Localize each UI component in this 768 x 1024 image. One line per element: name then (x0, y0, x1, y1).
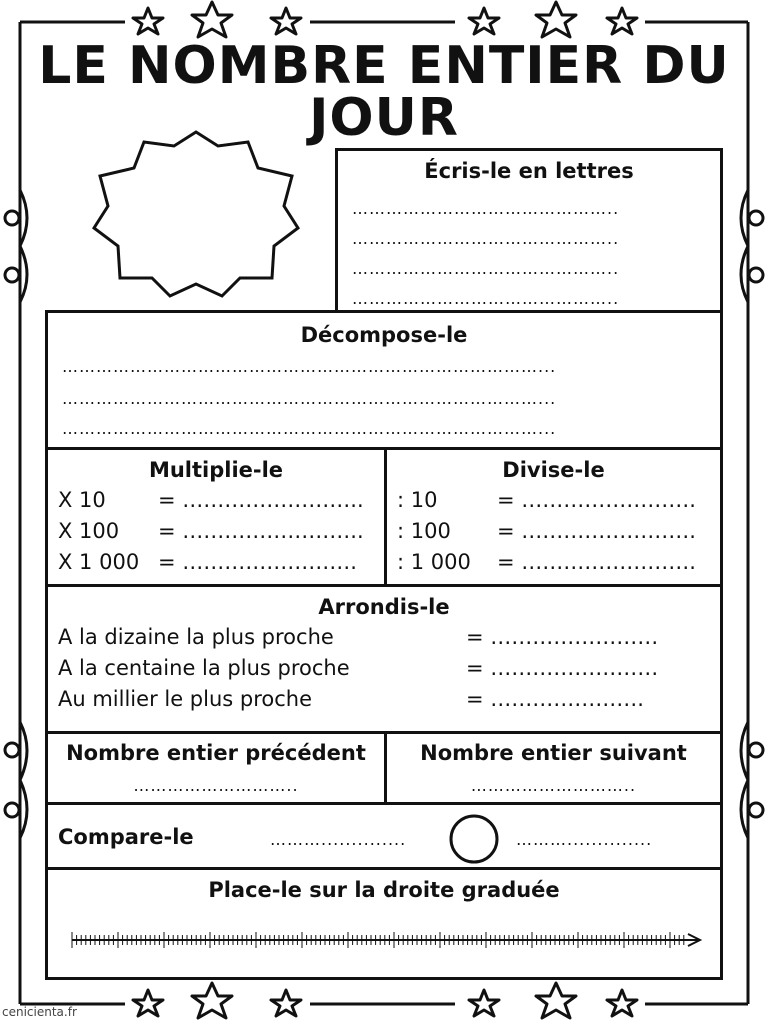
star-icon (133, 8, 163, 34)
round-label-tens: A la dizaine la plus proche (58, 625, 334, 649)
multiply-answer-100[interactable]: = …………………….. (158, 519, 364, 543)
star-icon (271, 8, 301, 34)
divide-op-10: : 10 (397, 488, 438, 512)
star-icon (469, 990, 499, 1016)
compare-heading: Compare-le (58, 825, 194, 849)
number-badge-starburst[interactable] (88, 128, 304, 300)
compare-sign-circle[interactable] (446, 811, 502, 867)
multiply-box (45, 447, 387, 587)
next-number-box (384, 731, 723, 805)
page-title: LE NOMBRE ENTIER DU JOUR (38, 36, 730, 148)
next-number-heading: Nombre entier suivant (420, 741, 687, 765)
star-icon (536, 983, 576, 1018)
previous-number-heading: Nombre entier précédent (66, 741, 366, 765)
write-in-words-heading: Écris-le en lettres (424, 159, 634, 183)
answer-line-3[interactable]: ……………………………………….. (352, 261, 620, 277)
multiply-answer-10[interactable]: = …………………….. (158, 488, 364, 512)
multiply-op-1000: X 1 000 (58, 550, 140, 574)
star-icon (192, 983, 232, 1018)
write-in-words-box (335, 148, 723, 313)
graduated-number-line[interactable] (68, 925, 708, 955)
decompose-line-3[interactable]: …………………………………………………………………………... (62, 421, 557, 437)
divide-heading: Divise-le (502, 458, 605, 482)
number-line-box (45, 867, 723, 980)
site-credit: cenicienta.fr (2, 1005, 77, 1019)
divide-answer-10[interactable]: = ……………………. (497, 488, 696, 512)
next-number-answer[interactable]: ……………………….. (470, 778, 637, 794)
star-icon (192, 2, 232, 37)
round-answer-tens[interactable]: = …………………… (466, 625, 659, 649)
divide-op-1000: : 1 000 (397, 550, 471, 574)
compare-left-answer[interactable]: ……….............. (270, 832, 407, 848)
star-icon (607, 990, 637, 1016)
answer-line-1[interactable]: ……………………………………….. (352, 201, 620, 217)
decompose-heading: Décompose-le (300, 323, 468, 347)
decompose-line-2[interactable]: …………………………………………………………………………... (62, 391, 557, 407)
round-label-hundreds: A la centaine la plus proche (58, 656, 350, 680)
star-icon (607, 8, 637, 34)
decompose-line-1[interactable]: …………………………………………………………………………... (62, 359, 557, 375)
number-line-heading: Place-le sur la droite graduée (208, 878, 560, 902)
multiply-op-10: X 10 (58, 488, 106, 512)
divide-op-100: : 100 (397, 519, 451, 543)
round-box (45, 584, 723, 734)
compare-right-answer[interactable]: ……….............. (516, 832, 653, 848)
multiply-answer-1000[interactable]: = ……………………. (158, 550, 357, 574)
decompose-box (45, 310, 723, 450)
star-icon (536, 2, 576, 37)
multiply-heading: Multiplie-le (148, 458, 284, 482)
answer-line-4[interactable]: ……………………………………….. (352, 291, 620, 307)
previous-number-answer[interactable]: ……………………….. (133, 778, 299, 794)
star-icon (271, 990, 301, 1016)
divide-answer-100[interactable]: = ……………………. (497, 519, 696, 543)
round-heading: Arrondis-le (318, 595, 450, 619)
round-answer-hundreds[interactable]: = …………………… (466, 656, 659, 680)
compare-box (45, 802, 723, 870)
round-label-thousands: Au millier le plus proche (58, 687, 313, 711)
multiply-op-100: X 100 (58, 519, 120, 543)
round-answer-thousands[interactable]: = …………………. (466, 687, 644, 711)
answer-line-2[interactable]: ……………………………………….. (352, 231, 620, 247)
star-icon (133, 990, 163, 1016)
previous-number-box (45, 731, 387, 805)
star-icon (469, 8, 499, 34)
divide-box (384, 447, 723, 587)
divide-answer-1000[interactable]: = ……………………. (497, 550, 696, 574)
